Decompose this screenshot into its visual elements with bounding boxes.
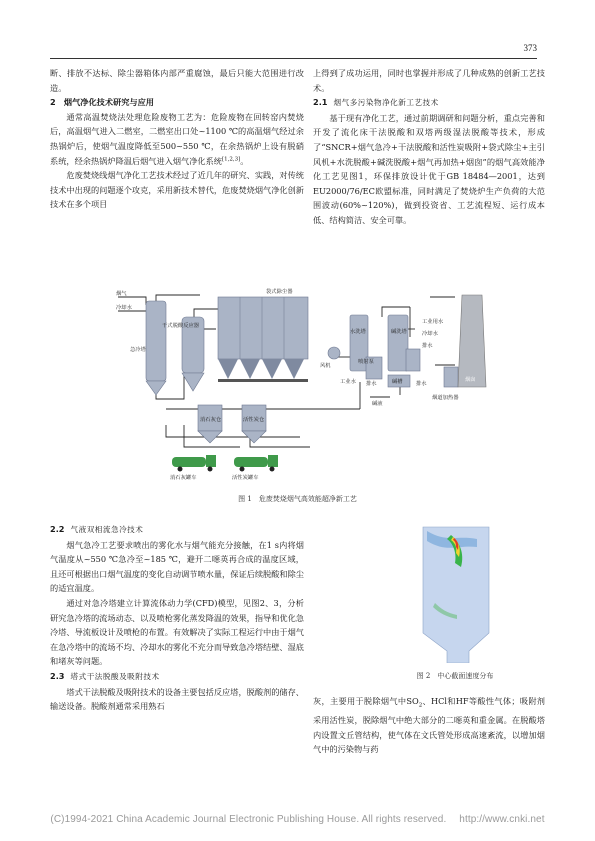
label-lime-truck: 消石灰罐车 [170, 475, 197, 481]
paragraph: 烟气急冷工艺要求喷出的雾化水与烟气能充分接触，在1 s内将烟气温度从~550 ℃急冷至~185 ℃，避开二噁英再合成的温度区域，且还可根据出口烟气温度的变化自动调节喷水量，保证后续脱酸和除尘的适宜温度。 [50, 539, 304, 594]
section-heading: 2 烟气净化技术研究与应用 [50, 97, 154, 108]
figure-2-cfd-velocity [417, 523, 495, 663]
label-sewage: 排水 [416, 381, 427, 387]
paragraph: 通过对急冷塔建立计算流体动力学(CFD)模型，见图2、3，分析研究急冷塔的流场动态、以及喷枪雾化蒸发降温的效果，指导和优化急冷塔、导流板设计及喷枪的布置。有效解决了实际工程运行中由于烟气在急冷塔中的流场不均、冷却水的雾化不充分而导致急冷塔结壁、湿底和堵灰等问题。 [50, 597, 304, 667]
subsection-heading: 2.2 气液双相流急冷技术 [50, 524, 144, 534]
copyright-footer: (C)1994-2021 China Academic Journal Electronic Publishing House. All rights reserved. http://www.cnki.net [50, 814, 545, 825]
paragraph: 危废焚烧线烟气净化工艺技术经过了近几年的研究、实践，对传统技术中出现的问题逐个攻克，采用新技术替代，危废焚烧烟气净化创新技术在多个项目 [50, 170, 304, 210]
label-quench-tower: 急冷塔 [130, 347, 146, 353]
paragraph: 基于现有净化工艺，通过前期调研和问题分析，重点完善和开发了流化床干法脱酸和双塔两级湿法脱酸等技术，形成了“SNCR+烟气急冷+干法脱酸和活性炭吸附+袋式除尘+主引风机+水洗脱酸+碱洗脱酸+烟气再加热+烟囱”的烟气高效能净化工艺见图1，环保排放设计优于GB 18484—2001，达到EU2000/76/EC欧盟标准，同时满足了焚烧炉生产负荷的大范围波动(60%~120%)，做到投资省、工艺流程短、运行成本低、结构简洁、安全可靠。 [313, 112, 545, 225]
label-fan: 风机 [320, 363, 331, 369]
right-column-upper [313, 66, 545, 228]
chimney [458, 295, 486, 387]
left-column-upper [50, 66, 304, 212]
citation: [1,2,3] [221, 155, 241, 162]
subsection-heading: 2.1 烟气多污染物净化新工艺技术 [313, 97, 439, 108]
right-column-lower [313, 694, 545, 757]
figure-2-caption: 图 2 中心截面速度分布 [416, 672, 494, 680]
label-water-wash-tower: 水洗塔 [350, 329, 366, 335]
left-column-lower [50, 522, 304, 714]
reheater [444, 367, 458, 387]
label-cooling-water-2: 冷却水 [422, 331, 438, 337]
paragraph: 塔式干法脱酸及吸附技术的设备主要包括反应塔，脱酸剂的储存、输送设备。脱酸剂通常采用熟石 [50, 686, 304, 712]
figure-1-process-diagram [110, 287, 500, 487]
label-industrial-water-2: 工业水 [340, 379, 356, 385]
paragraph: 通常高温焚烧法处理危险废物工艺为：危险废物在回转窑内焚烧后，高温烟气进入二燃室，二燃室出口处~1100 ℃的高温烟气经过余热锅炉后，使烟气温度降低至500~550 ℃，在余热锅炉上设有脱硝系统，经余热锅炉降温后烟气进入烟气净化系统[1,2,3]。 [50, 111, 304, 166]
label-carbon-truck: 活性炭罐车 [232, 475, 259, 481]
subsection-heading: 2.3 塔式干法脱酸及吸附技术 [50, 670, 160, 681]
label-carbon-silo: 活性炭仓 [243, 417, 265, 423]
label-reheater: 烟道加热器 [432, 395, 459, 401]
fan [328, 347, 340, 359]
paragraph: 上得到了成功运用，同时也掌握并形成了几种成熟的创新工艺技术。 [313, 68, 545, 93]
label-industrial-water: 工业用水 [422, 319, 444, 325]
figure-1-caption: 图 1 危废焚烧烟气高效能超净新工艺 [238, 495, 357, 503]
label-alkali-tower: 碱洗塔 [391, 329, 407, 335]
label-alkali-solution: 碱液 [372, 401, 383, 407]
page-number: 373 [523, 43, 537, 53]
header-rule [50, 58, 537, 59]
paragraph: 灰，主要用于脱除烟气中$SO_2$、HCl和HF等酸性气体；吸附剂采用活性炭，脱除烟气中绝大部分的二噁英和重金属。在脱酸塔内设置文丘管结构，使气体在文氏管处形成高速紊流，以增加烟气中的污染物与药 [313, 696, 545, 755]
label-bag-filter: 袋式除尘器 [266, 289, 293, 295]
label-spray-pump: 喷射泵 [358, 359, 374, 365]
label-flue-gas: 烟气 [116, 291, 127, 297]
label-dry-reactor: 干式脱酸反应器 [162, 323, 200, 329]
paragraph: 断、排放不达标、除尘器箱体内部严重腐蚀，最后只能大范围进行改造。 [50, 68, 304, 93]
label-alkali-tank: 碱槽 [392, 379, 403, 385]
label-lime-silo: 消石灰仓 [200, 417, 222, 423]
label-cooling-water: 冷却水 [116, 305, 132, 311]
label-chimney: 烟囱 [465, 377, 476, 383]
label-drain: 排水 [366, 381, 377, 387]
quench-tower [146, 301, 166, 395]
label-drain-water: 排水 [422, 343, 433, 349]
